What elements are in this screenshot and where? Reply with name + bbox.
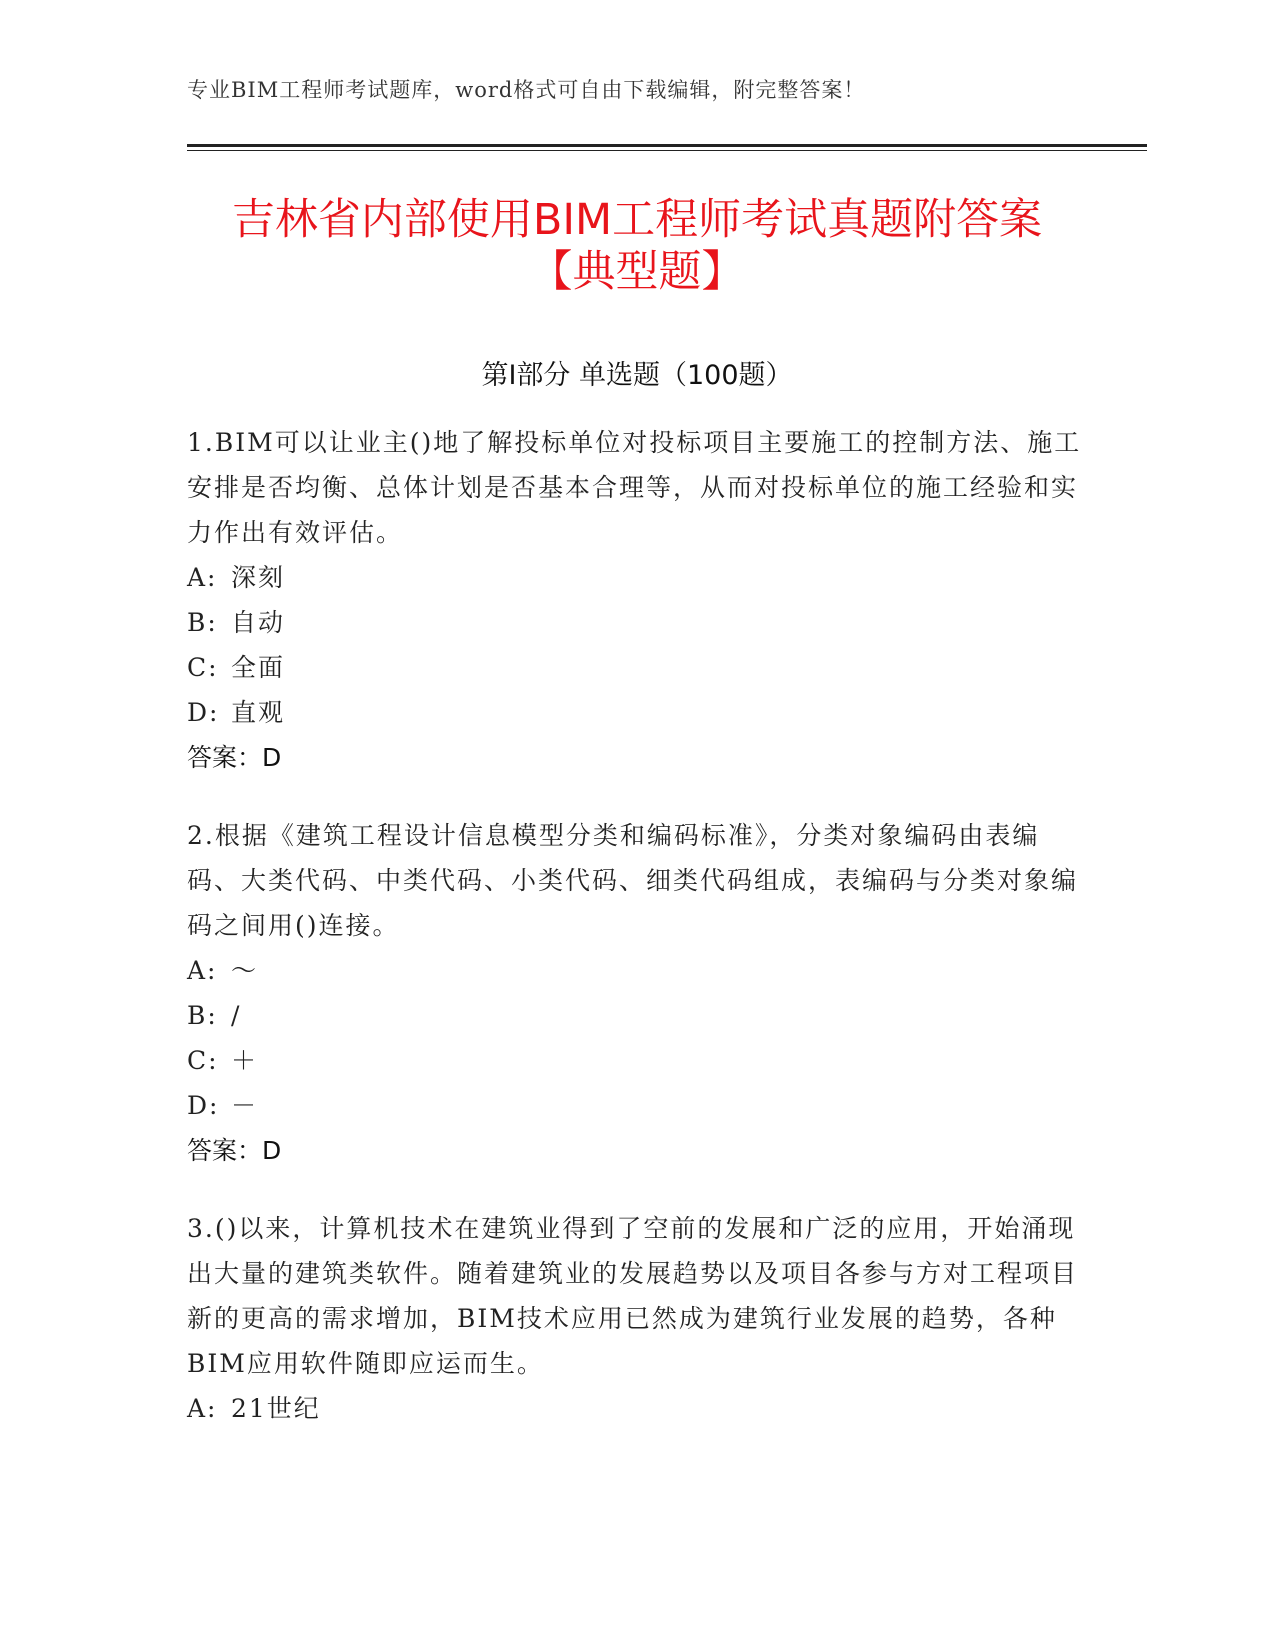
option-text: 21世纪 (231, 1394, 321, 1423)
option-text: － (231, 1091, 259, 1120)
header-divider-thick (187, 144, 1147, 147)
document-title (137, 194, 1137, 298)
answer-line: 答案：D (187, 743, 282, 772)
option-d (187, 1083, 1087, 1128)
option-letter: C: (187, 653, 219, 682)
option-letter: B: (187, 1001, 218, 1030)
option-text: 直观 (231, 698, 286, 727)
option-text: 全面 (231, 653, 286, 682)
option-c (187, 1038, 1087, 1083)
question-stem: 2.根据《建筑工程设计信息模型分类和编码标准》，分类对象编码由表编码、大类代码、中类代码、小类代码、细类代码组成，表编码与分类对象编码之间用()连接。 (187, 821, 1079, 940)
option-letter: D: (187, 698, 220, 727)
option-letter: A: (187, 563, 218, 592)
question-2 (187, 813, 1087, 1173)
option-b (187, 600, 1087, 645)
option-text: ＋ (231, 1046, 259, 1075)
section-title: 第Ⅰ部分 单选题（100题） (481, 360, 793, 391)
option-text: 自动 (231, 608, 286, 637)
option-text: 深刻 (231, 563, 286, 592)
option-letter: B: (187, 608, 218, 637)
question-stem: 3.()以来，计算机技术在建筑业得到了空前的发展和广泛的应用，开始涌现出大量的建筑类软件。随着建筑业的发展趋势以及项目各参与方对工程项目新的更高的需求增加，BIM技术应用已然成为建筑行业发展的趋势，各种BIM应用软件随即应运而生。 (187, 1214, 1079, 1378)
option-a (187, 1386, 1087, 1431)
option-b (187, 993, 1087, 1038)
document-title-line1: 吉林省内部使用BIM工程师考试真题附答案 (231, 195, 1043, 245)
document-title-line2: 【典型题】 (529, 247, 745, 297)
option-text: ～ (231, 956, 259, 985)
header-note: 专业BIM工程师考试题库，word格式可自由下载编辑，附完整答案！ (187, 78, 866, 102)
option-text: / (231, 1001, 242, 1030)
option-d (187, 690, 1087, 735)
option-letter: A: (187, 1394, 218, 1423)
option-letter: C: (187, 1046, 219, 1075)
question-stem: 1.BIM可以让业主()地了解投标单位对投标项目主要施工的控制方法、施工安排是否均衡、总体计划是否基本合理等，从而对投标单位的施工经验和实力作出有效评估。 (187, 428, 1082, 547)
answer-line: 答案：D (187, 1136, 282, 1165)
option-letter: D: (187, 1091, 220, 1120)
option-a (187, 555, 1087, 600)
option-letter: A: (187, 956, 218, 985)
option-c (187, 645, 1087, 690)
question-3 (187, 1206, 1087, 1431)
option-a (187, 948, 1087, 993)
question-1 (187, 420, 1087, 780)
header-divider-thin (187, 150, 1147, 151)
